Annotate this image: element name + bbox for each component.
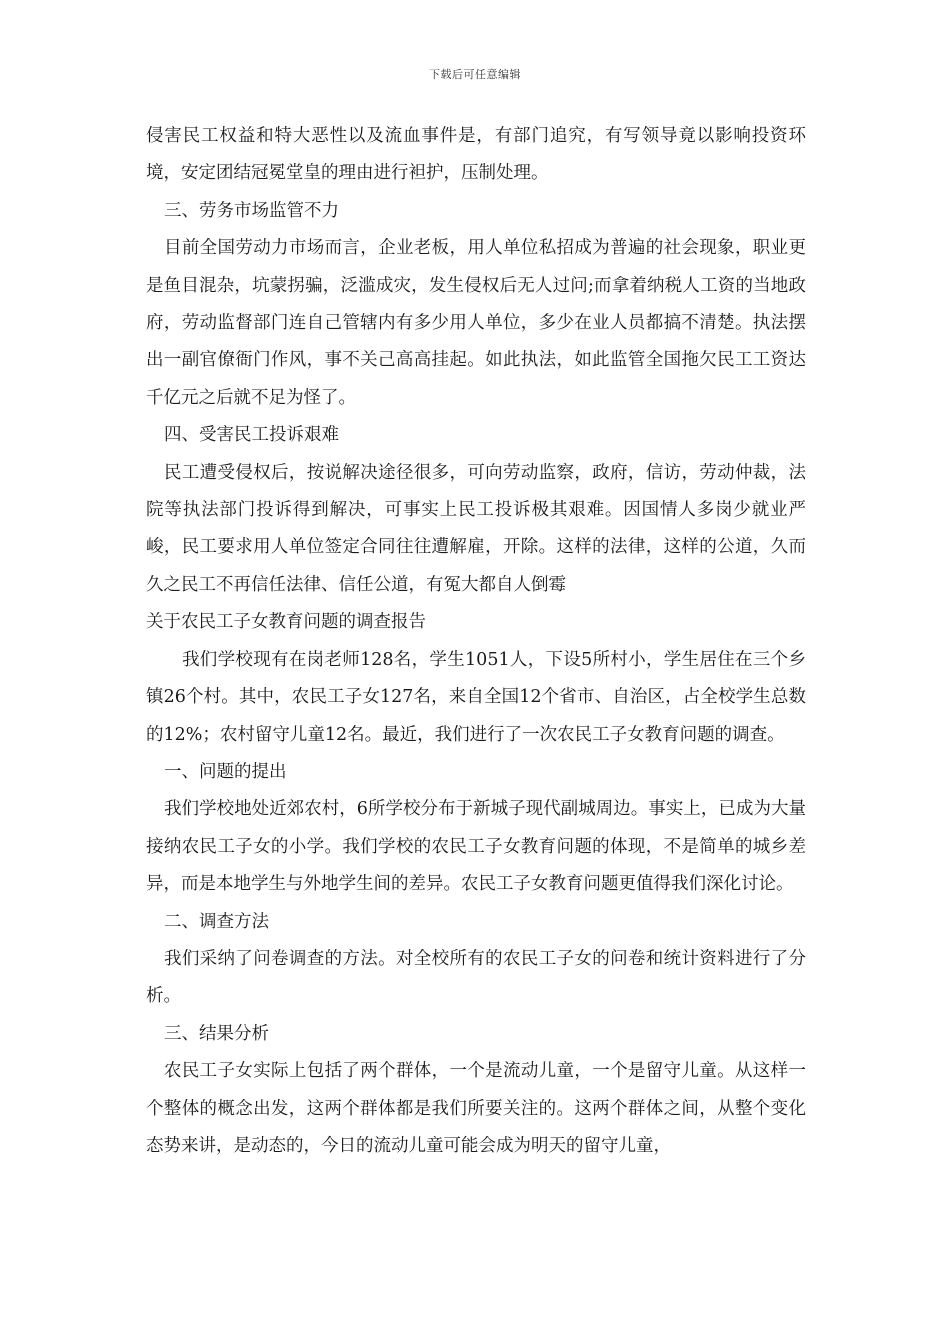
section-heading: 三、劳务市场监管不力 bbox=[164, 200, 339, 221]
paragraph: 我们采纳了问卷调查的方法。对全校所有的农民工子女的问卷和统计资料进行了分析。 bbox=[146, 948, 806, 1007]
report-title: 关于农民工子女教育问题的调查报告 bbox=[146, 612, 426, 633]
section-heading: 三、结果分析 bbox=[164, 1023, 269, 1044]
section-heading: 二、调查方法 bbox=[164, 911, 269, 932]
page-header: 下载后可任意编辑 bbox=[429, 68, 521, 81]
paragraph: 我们学校地处近郊农村，6所学校分布于新城子现代副城周边。事实上，已成为大量接纳农民工子女的小学。我们学校的农民工子女教育问题的体现，不是简单的城乡差异，而是本地学生与外地学生间的差异。农民工子女教育问题更值得我们深化讨论。 bbox=[146, 799, 806, 895]
section-heading: 四、受害民工投诉艰难 bbox=[164, 425, 339, 446]
paragraph: 农民工子女实际上包括了两个群体，一个是流动儿童，一个是留守儿童。从这样一个整体的概念出发，这两个群体都是我们所要关注的。这两个群体之间，从整个变化态势来讲，是动态的，今日的流动儿童可能会成为明天的留守儿童， bbox=[146, 1061, 806, 1156]
section-heading: 一、问题的提出 bbox=[164, 761, 287, 782]
paragraph: 我们学校现有在岗老师128名，学生1051人，下设5所村小，学生居住在三个乡镇26个村。其中，农民工子女127名，来自全国12个省市、自治区，占全校学生总数的12%；农村留守儿童12名。最近，我们进行了一次农民工子女教育问题的调查。 bbox=[146, 649, 806, 745]
paragraph: 民工遭受侵权后，按说解决途径很多，可向劳动监察，政府，信访，劳动仲裁，法院等执法部门投诉得到解决，可事实上民工投诉极其艰难。因国情人多岗少就业严峻，民工要求用人单位签定合同往往遭解雇，开除。这样的法律，这样的公道，久而久之民工不再信任法律、信任公道，有冤大都自人倒霉 bbox=[146, 462, 806, 595]
paragraph: 目前全国劳动力市场而言，企业老板，用人单位私招成为普遍的社会现象，职业更是鱼目混杂，坑蒙拐骗，泛滥成灾，发生侵权后无人过问;而拿着纳税人工资的当地政府，劳动监督部门连自己管辖内有多少用人单位，多少在业人员都搞不清楚。执法摆出一副官僚衙门作风，事不关己高高挂起。如此执法，如此监管全国拖欠民工工资达千亿元之后就不足为怪了。 bbox=[146, 238, 806, 408]
document-body bbox=[146, 118, 806, 1165]
paragraph: 侵害民工权益和特大恶性以及流血事件是，有部门追究，有写领导竟以影响投资环境，安定团结冠冕堂皇的理由进行袒护，压制处理。 bbox=[146, 126, 806, 184]
